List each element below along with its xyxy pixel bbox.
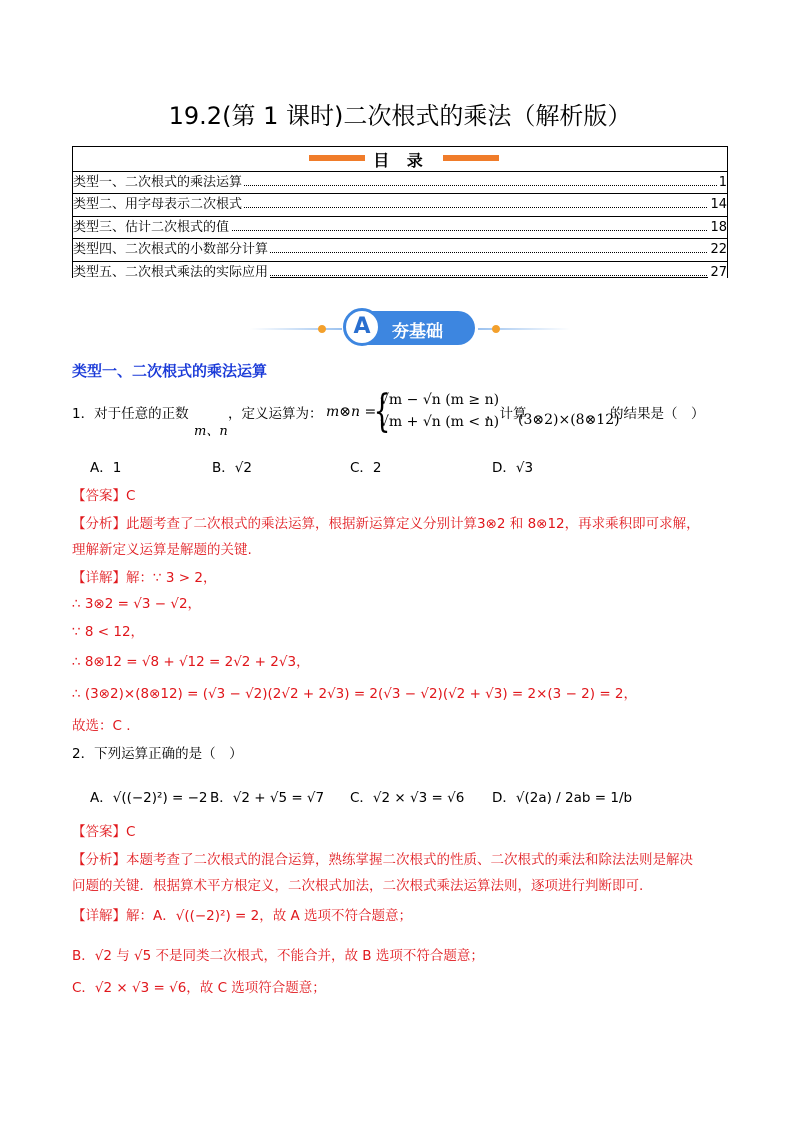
toc-header xyxy=(73,147,727,172)
q1-def-bottom: √m + √n (m < n) xyxy=(380,414,500,430)
q2-answer: 【答案】C xyxy=(72,824,136,840)
q1-expression: (3⊗2)×(8⊗12) xyxy=(518,412,620,428)
brace-icon: { xyxy=(373,386,391,437)
q2-detail-line: 【详解】解：A．√((−2)²) = 2，故 A 选项不符合题意； xyxy=(72,908,413,924)
q1-stem-d: 的结果是（ ） xyxy=(610,406,705,422)
banner-letter: A xyxy=(343,308,381,346)
q1-option-c[interactable]: C．2 xyxy=(350,460,382,476)
table-of-contents xyxy=(72,146,728,278)
q1-detail-line: 【详解】解：∵ 3 > 2， xyxy=(72,570,217,586)
q2-option-d[interactable]: D．√(2a) / 2ab = 1/b xyxy=(492,790,633,806)
q1-analysis-line1: 【分析】此题考查了二次根式的乘法运算，根据新运算定义分别计算3⊗2 和 8⊗12，再求乘积即可求解， xyxy=(72,516,700,532)
q1-analysis-line2: 理解新定义运算是解题的关键. xyxy=(72,542,252,558)
toc-item-page: 22 xyxy=(708,239,727,260)
toc-item-label: 类型五、二次根式乘法的实际应用 xyxy=(73,262,270,283)
q1-stem-a: 1．对于任意的正数 xyxy=(72,406,189,422)
q1-detail-line: 故选：C . xyxy=(72,718,131,734)
banner-text: 夯基础 xyxy=(392,322,443,342)
toc-item[interactable] xyxy=(73,172,727,194)
q1-detail-line: ∵ 8 < 12， xyxy=(72,624,145,640)
q1-option-d[interactable]: D．√3 xyxy=(492,460,534,476)
toc-item-page: 18 xyxy=(708,217,727,238)
toc-item[interactable] xyxy=(73,194,727,216)
toc-item-label: 类型四、二次根式的小数部分计算 xyxy=(73,239,270,260)
banner-dot-right xyxy=(492,325,500,333)
q1-def-top: √m − √n (m ≥ n) xyxy=(380,392,500,408)
section-heading: 类型一、二次根式的乘法运算 xyxy=(72,362,268,380)
q1-vars: m、n xyxy=(194,424,228,439)
q2-option-a[interactable]: A．√((−2)²) = −2 xyxy=(90,790,208,806)
toc-item-label: 类型三、估计二次根式的值 xyxy=(73,217,231,238)
toc-header-bar-right xyxy=(443,155,499,161)
q1-stem-c: ，计算 xyxy=(486,406,527,422)
q2-option-b[interactable]: B．√2 + √5 = √7 xyxy=(210,790,325,806)
toc-header-bar-left xyxy=(309,155,365,161)
q1-detail-line: ∴ 8⊗12 = √8 + √12 = 2√2 + 2√3， xyxy=(72,654,310,670)
q2-stem: 2．下列运算正确的是（ ） xyxy=(72,746,243,762)
page-title: 19.2(第 1 课时)二次根式的乘法（解析版） xyxy=(168,102,632,130)
q1-operator: m⊗n = xyxy=(326,404,377,420)
toc-item-label: 类型一、二次根式的乘法运算 xyxy=(73,172,244,193)
toc-item[interactable] xyxy=(73,262,727,283)
q1-detail-line: ∴ (3⊗2)×(8⊗12) = (√3 − √2)(2√2 + 2√3) = 2(√3 − √2)(√2 + √3) = 2×(3 − 2) = 2， xyxy=(72,686,638,702)
q1-stem-b: ，定义运算为： xyxy=(228,406,323,422)
toc-item-page: 27 xyxy=(708,262,727,283)
q1-detail-line: ∴ 3⊗2 = √3 − √2， xyxy=(72,596,202,612)
toc-item-page: 1 xyxy=(717,172,727,193)
toc-item[interactable] xyxy=(73,239,727,261)
banner-line-left xyxy=(250,328,342,330)
q2-option-c[interactable]: C．√2 × √3 = √6 xyxy=(350,790,465,806)
toc-heading: 目 录 xyxy=(373,151,429,170)
toc-item[interactable] xyxy=(73,217,727,239)
q2-analysis-line1: 【分析】本题考查了二次根式的混合运算，熟练掌握二次根式的性质、二次根式的乘法和除法法则是解决 xyxy=(72,852,693,868)
q1-answer: 【答案】C xyxy=(72,488,136,504)
toc-item-page: 14 xyxy=(708,194,727,215)
q2-detail-line: B．√2 与 √5 不是同类二次根式，不能合并，故 B 选项不符合题意； xyxy=(72,948,484,964)
q2-detail-line: C．√2 × √3 = √6，故 C 选项符合题意； xyxy=(72,980,326,996)
q1-option-a[interactable]: A．1 xyxy=(90,460,122,476)
banner-dot-left xyxy=(318,325,326,333)
q1-option-b[interactable]: B．√2 xyxy=(212,460,252,476)
q2-analysis-line2: 问题的关键．根据算术平方根定义，二次根式加法，二次根式乘法运算法则，逐项进行判断即可. xyxy=(72,878,644,894)
toc-item-label: 类型二、用字母表示二次根式 xyxy=(73,194,244,215)
